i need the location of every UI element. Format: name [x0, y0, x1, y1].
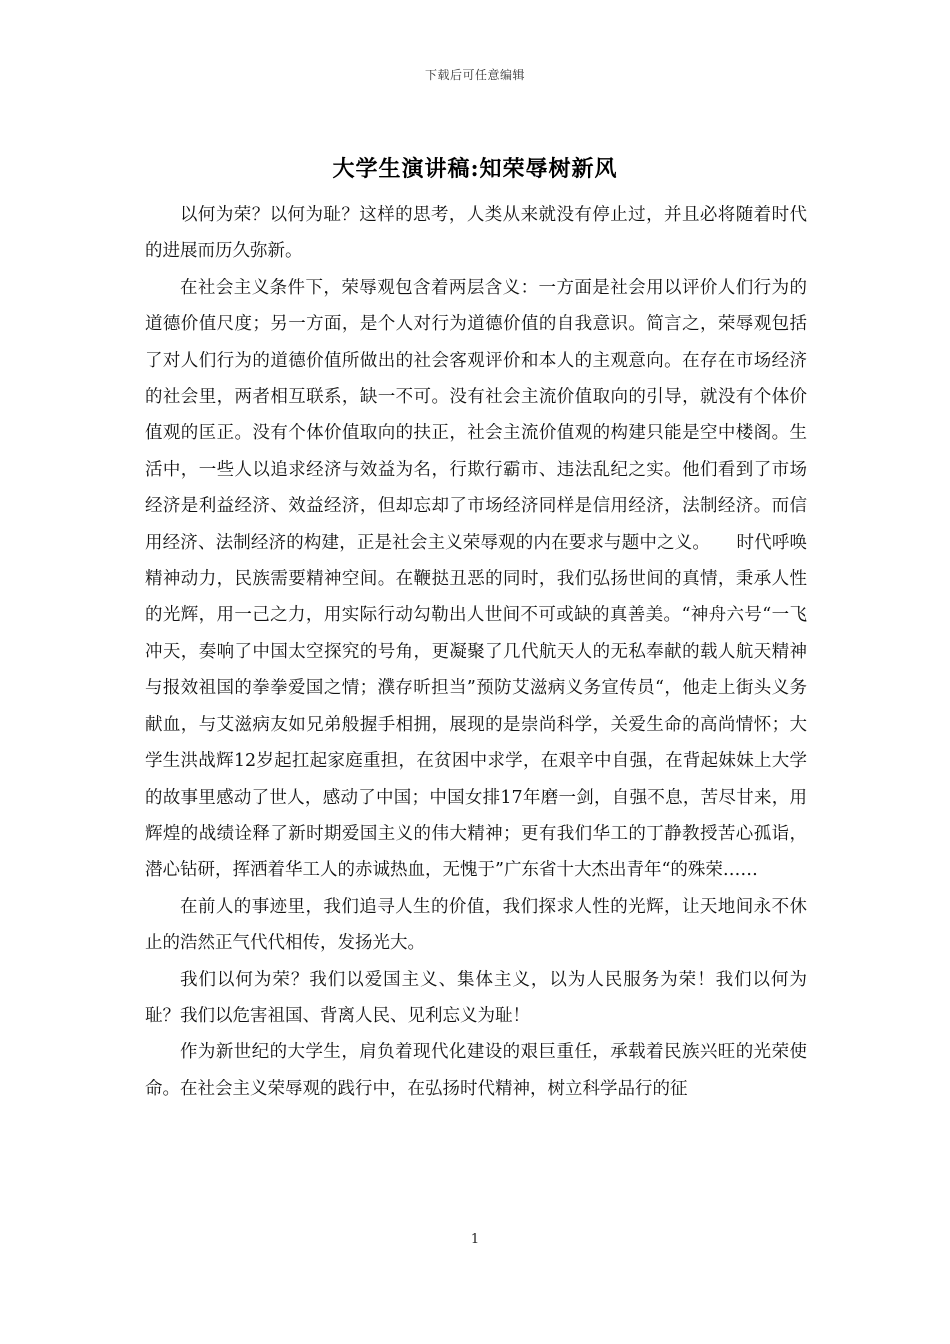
- paragraph-1: 以何为荣？以何为耻？这样的思考，人类从来就没有停止过，并且必将随着时代的进展而历久弥新。: [145, 205, 807, 262]
- document-title: 大学生演讲稿:知荣辱树新风: [332, 156, 618, 182]
- header-note: 下载后可任意编辑: [424, 68, 525, 82]
- paragraph-5: 作为新世纪的大学生，肩负着现代化建设的艰巨重任，承载着民族兴旺的光荣使命。在社会主义荣辱观的践行中，在弘扬时代精神，树立科学品行的征: [145, 1042, 807, 1099]
- paragraph-4: 我们以何为荣？我们以爱国主义、集体主义，以为人民服务为荣！我们以何为耻？我们以危害祖国、背离人民、见利忘义为耻！: [145, 969, 807, 1026]
- paragraph-2: 在社会主义条件下，荣辱观包含着两层含义：一方面是社会用以评价人们行为的道德价值尺度；另一方面，是个人对行为道德价值的自我意识。简言之，荣辱观包括了对人们行为的道德价值所做出的社会客观评价和本人的主观意向。在存在市场经济的社会里，两者相互联系，缺一不可。没有社会主流价值取向的引导，就没有个体价值观的匡正。没有个体价值取向的扶正，社会主流价值观的构建只能是空中楼阁。生活中，一些人以追求经济与效益为名，行欺行霸市、违法乱纪之实。他们看到了市场经济是利益经济、效益经济，但却忘却了市场经济同样是信用经济，法制经济。而信用经济、法制经济的构建，正是社会主义荣辱观的内在要求与题中之义。 时代呼唤精神动力，民族需要精神空间。在鞭挞丑恶的同时，我们弘扬世间的真情，秉承人性的光辉，用一己之力，用实际行动勾勒出人世间不可或缺的真善美。“神舟六号“一飞冲天，奏响了中国太空探究的号角，更凝聚了几代航天人的无私奉献的载人航天精神与报效祖国的拳拳爱国之情；濮存昕担当”预防艾滋病义务宣传员“，他走上街头义务献血，与艾滋病友如兄弟般握手相拥，展现的是崇尚科学，关爱生命的高尚情怀；大学生洪战辉12岁起扛起家庭重担，在贫困中求学，在艰辛中自强，在背起妹妹上大学的故事里感动了世人，感动了中国；中国女排17年磨一剑，自强不息，苦尽甘来，用辉煌的战绩诠释了新时期爱国主义的伟大精神；更有我们华工的丁静教授苦心孤诣，潜心钻研，挥洒着华工人的赤诚热血，无愧于”广东省十大杰出青年“的殊荣……: [145, 277, 807, 881]
- document-body: [145, 197, 807, 1107]
- page-number: 1: [470, 1232, 480, 1247]
- paragraph-3: 在前人的事迹里，我们追寻人生的价值，我们探求人性的光辉，让天地间永不休止的浩然正气代代相传，发扬光大。: [145, 896, 807, 954]
